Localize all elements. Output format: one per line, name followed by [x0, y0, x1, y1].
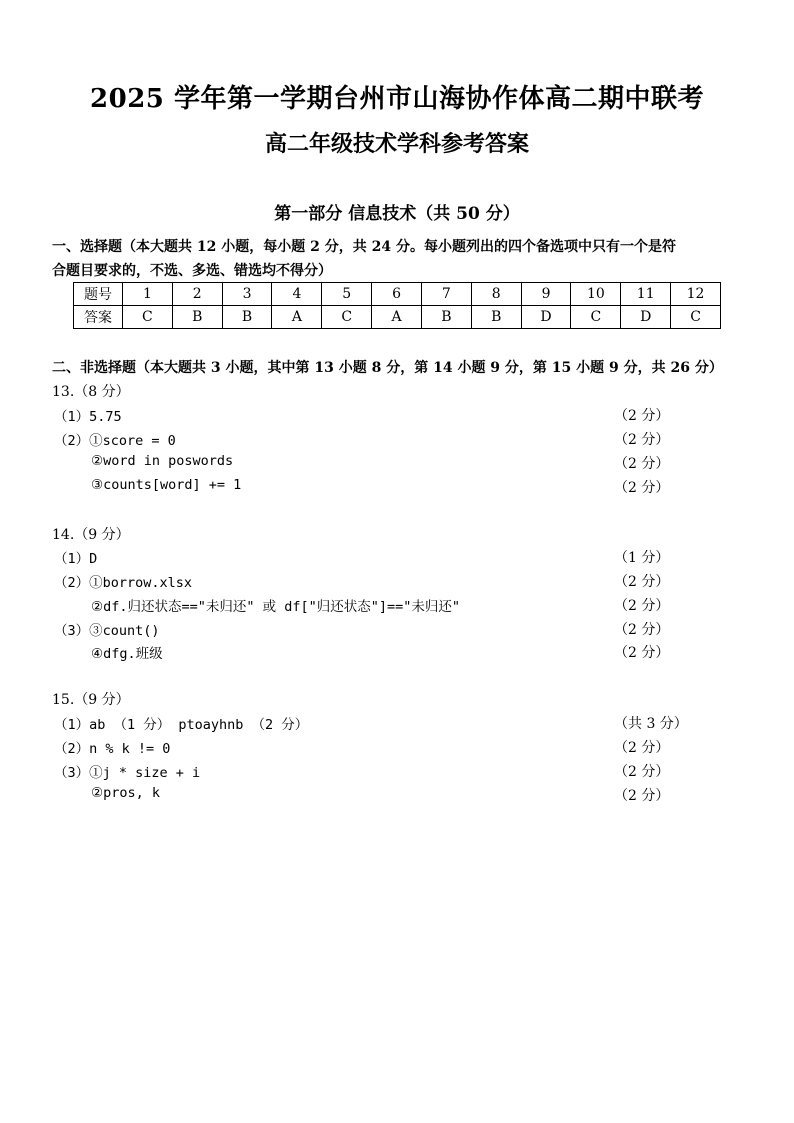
q15-answer-4: ②pros, k	[91, 785, 160, 801]
question-number: 12	[671, 283, 721, 306]
question-number: 3	[222, 283, 272, 306]
question-number: 7	[421, 283, 471, 306]
q14-answer-3: ②df.归还状态=="未归还" 或 df["归还状态"]=="未归还"	[91, 599, 461, 615]
q15-answer-3: （3）①j * size + i	[54, 765, 201, 781]
q14-answer-5: ④dfg.班级	[91, 646, 163, 662]
answer-cell: A	[372, 306, 422, 329]
q14-score-5: （2 分）	[614, 645, 670, 661]
question-number: 11	[621, 283, 671, 306]
answer-cell: D	[521, 306, 571, 329]
answer-table	[73, 282, 721, 329]
q13-answer-3: ②word in poswords	[91, 453, 234, 469]
q15-answer-2: （2）n % k != 0	[54, 741, 171, 757]
q15-score-1: （共 3 分）	[614, 716, 688, 732]
q14-score-2: （2 分）	[614, 574, 670, 590]
question-number: 8	[471, 283, 521, 306]
q13-score-4: （2 分）	[614, 480, 670, 496]
q14-score-1: （1 分）	[614, 550, 670, 566]
q15-score-4: （2 分）	[614, 788, 670, 804]
question-number: 6	[372, 283, 422, 306]
q13-score-3: （2 分）	[614, 456, 670, 472]
q15-score-3: （2 分）	[614, 764, 670, 780]
question-number: 4	[272, 283, 322, 306]
page-title: 2025 学年第一学期台州市山海协作体高二期中联考	[90, 84, 704, 114]
table-row-answers	[74, 306, 721, 329]
answer-cell: C	[671, 306, 721, 329]
section1-heading-line1: 一、选择题（本大题共 12 小题，每小题 2 分，共 24 分。每小题列出的四个备选项中只有一个是符	[52, 239, 676, 255]
q14-score-3: （2 分）	[614, 598, 670, 614]
answer-cell: B	[421, 306, 471, 329]
answer-cell: C	[123, 306, 173, 329]
row-label-numbers: 题号	[74, 283, 123, 306]
page-subtitle: 高二年级技术学科参考答案	[264, 131, 529, 157]
answer-cell: D	[621, 306, 671, 329]
answer-cell: B	[222, 306, 272, 329]
section2-heading: 二、非选择题（本大题共 3 小题，其中第 13 小题 8 分，第 14 小题 9 分，第 15 小题 9 分，共 26 分）	[52, 360, 723, 376]
question-number: 9	[521, 283, 571, 306]
section1-heading-line2: 合题目要求的，不选、多选、错选均不得分）	[52, 263, 332, 279]
q13-score-1: （2 分）	[614, 408, 670, 424]
part-title: 第一部分 信息技术（共 50 分）	[274, 204, 520, 224]
q13-answer-1: （1）5.75	[54, 409, 122, 425]
q14-header: 14.（9 分）	[52, 527, 130, 543]
q14-answer-2: （2）①borrow.xlsx	[54, 575, 193, 591]
answer-cell: B	[172, 306, 222, 329]
table-row-numbers	[74, 283, 721, 306]
question-number: 10	[571, 283, 621, 306]
q14-score-4: （2 分）	[614, 622, 670, 638]
q13-answer-4: ③counts[word] += 1	[91, 477, 242, 493]
q14-answer-4: （3）③count()	[54, 623, 160, 639]
question-number: 1	[123, 283, 173, 306]
question-number: 2	[172, 283, 222, 306]
answer-cell: A	[272, 306, 322, 329]
q15-score-2: （2 分）	[614, 740, 670, 756]
answer-cell: B	[471, 306, 521, 329]
answer-cell: C	[322, 306, 372, 329]
q13-score-2: （2 分）	[614, 432, 670, 448]
row-label-answers: 答案	[74, 306, 123, 329]
q13-answer-2: （2）①score = 0	[54, 433, 176, 449]
answer-cell: C	[571, 306, 621, 329]
q13-header: 13.（8 分）	[52, 384, 130, 400]
question-number: 5	[322, 283, 372, 306]
q15-header: 15.（9 分）	[52, 692, 130, 708]
q14-answer-1: （1）D	[54, 551, 98, 567]
q15-answer-1: （1）ab （1 分） ptoayhnb （2 分）	[54, 717, 309, 733]
